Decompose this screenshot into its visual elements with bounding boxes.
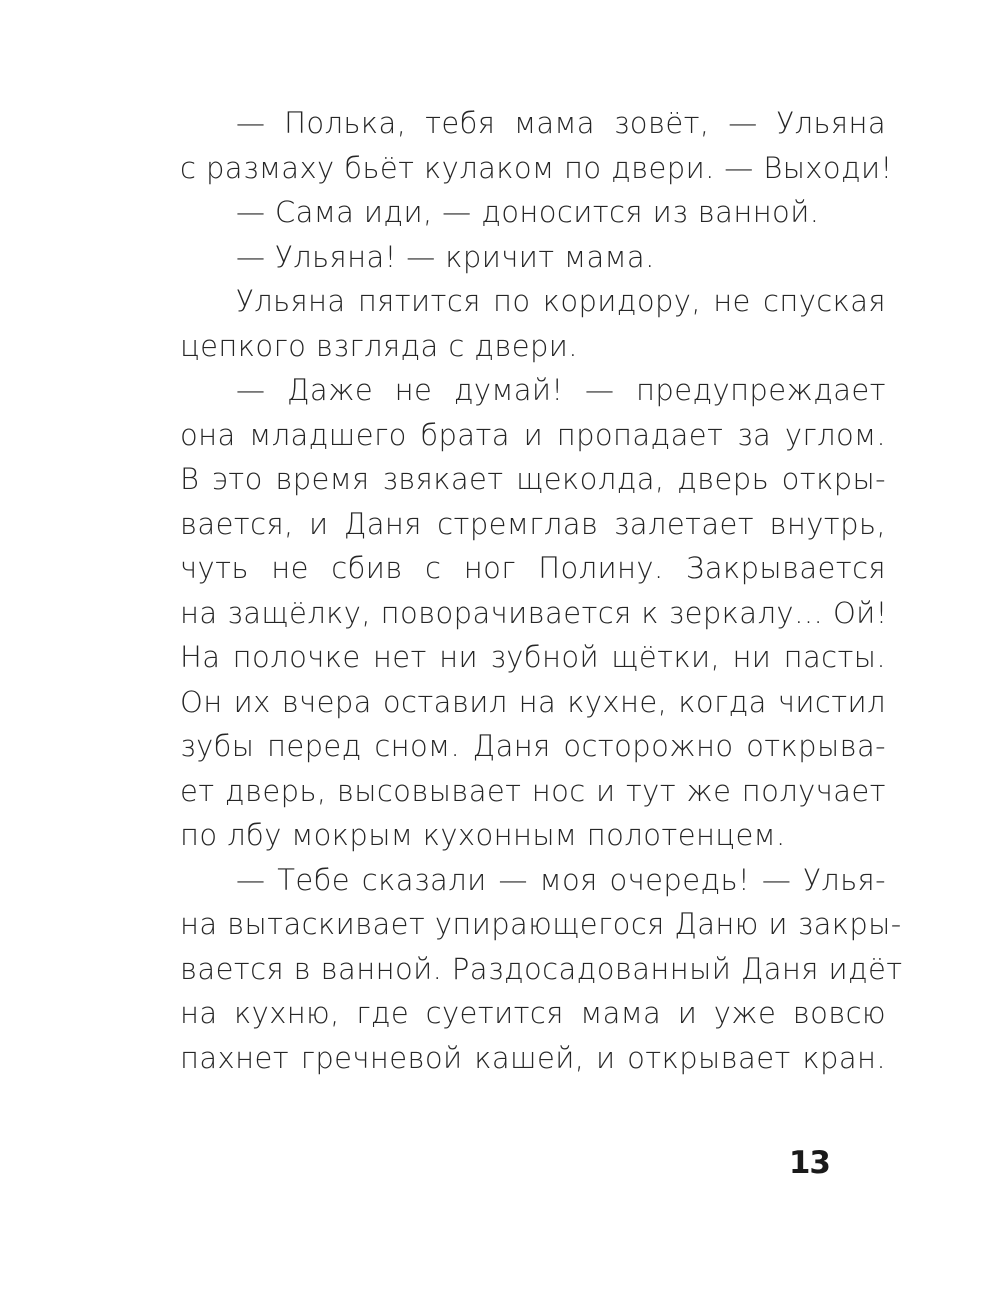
text-line: на кухню, где суетится мама и уже вовсю (180, 996, 886, 1030)
text-line: она младшего брата и пропадает за углом. (180, 417, 886, 452)
text-line: Ульяна пятится по коридору, не спуская (236, 284, 886, 318)
text-line: ет дверь, высовывает нос и тут же получает (180, 773, 886, 808)
text-line: — Ульяна! — кричит мама. (236, 239, 655, 274)
text-line: по лбу мокрым кухонным полотенцем. (180, 818, 786, 852)
text-line: На полочке нет ни зубной щётки, ни пасты. (180, 640, 886, 674)
text-line: зубы перед сном. Даня осторожно открыва- (180, 729, 886, 763)
story-text (180, 101, 903, 1080)
text-line: В это время звякает щеколда, дверь откры- (180, 462, 886, 496)
text-line: Он их вчера оставил на кухне, когда чистил (180, 684, 886, 719)
text-line: — Полька, тебя мама зовёт, — Ульяна (236, 106, 886, 140)
page-number: 13 (788, 1145, 830, 1181)
text-line: вается, и Даня стремглав залетает внутрь, (180, 506, 886, 541)
text-line: — Даже не думай! — предупреждает (236, 373, 886, 407)
text-line: цепкого взгляда с двери. (180, 328, 578, 363)
text-line: чуть не сбив с ног Полину. Закрывается (180, 551, 886, 585)
text-line: пахнет гречневой кашей, и открывает кран. (180, 1040, 886, 1075)
text-line: вается в ванной. Раздосадованный Даня идёт (180, 951, 903, 986)
text-line: с размаху бьёт кулаком по двери. — Выходи! (180, 150, 893, 185)
text-line: на защёлку, поворачивается к зеркалу… Ой! (180, 595, 888, 630)
text-line: — Сама иди, — доносится из ванной. (236, 195, 820, 229)
text-line: — Тебе сказали — моя очередь! — Улья- (236, 862, 886, 897)
text-line: на вытаскивает упирающегося Даню и закры- (180, 907, 902, 941)
